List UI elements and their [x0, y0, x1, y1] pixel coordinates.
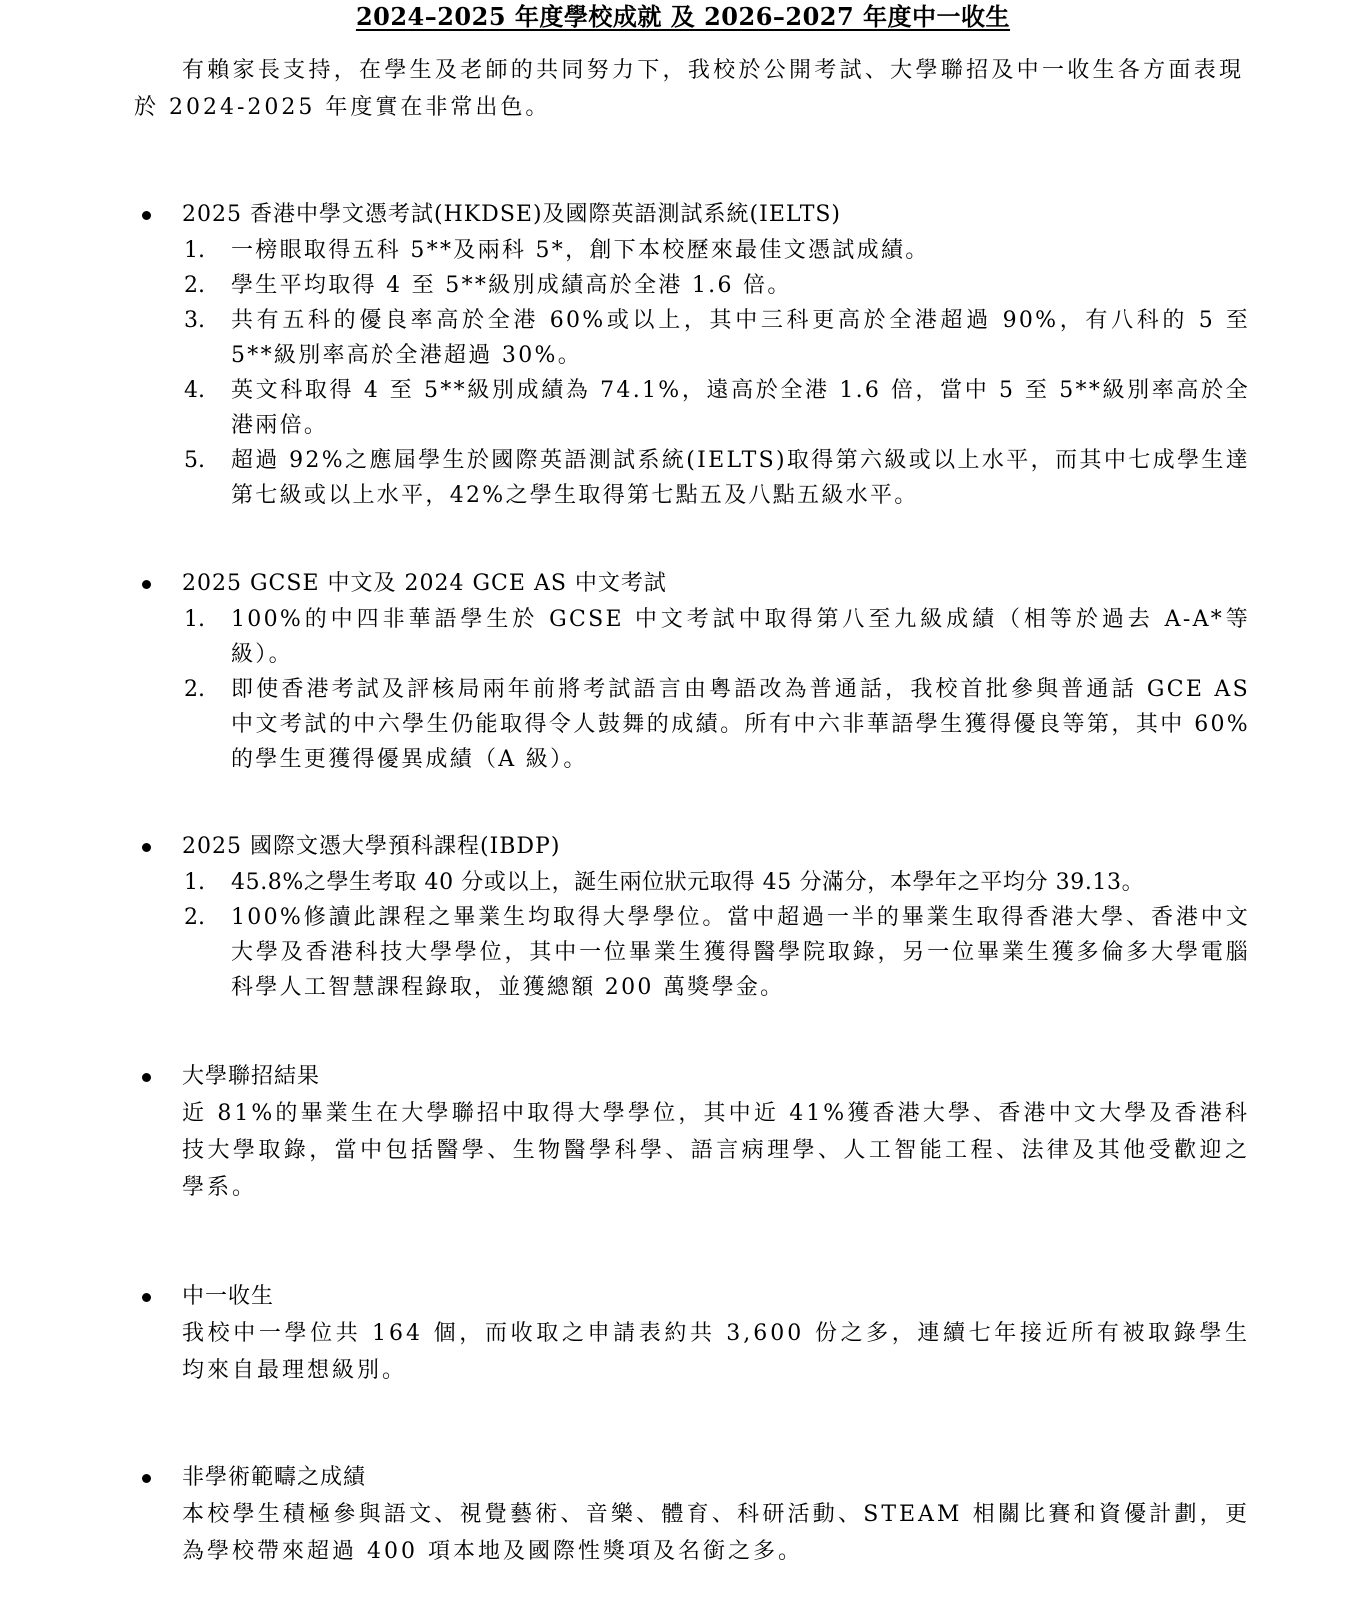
- section-heading-text: 中一收生: [182, 1284, 275, 1309]
- section-heading-text: 大學聯招結果: [182, 1064, 321, 1089]
- list-number: 1.: [184, 870, 205, 895]
- list-number: 3.: [184, 308, 205, 333]
- list-item: [140, 373, 1250, 443]
- page-title: 2024–2025 年度學校成就 及 2026–2027 年度中一收生: [355, 2, 1011, 31]
- section-heading: [140, 829, 1250, 865]
- section-paragraph: 本校學生積極參與語文、視覺藝術、音樂、體育、科研活動、STEAM 相關比賽和資優計劃，更為學校帶來超過 400 項本地及國際性獎項及名銜之多。: [182, 1502, 1250, 1564]
- section-paragraph: 我校中一學位共 164 個，而收取之申請表約共 3,600 份之多，連續七年接近所有被取錄學生均來自最理想級別。: [182, 1321, 1250, 1383]
- list-item-text: 100%的中四非華語學生於 GCSE 中文考試中取得第八至九級成績（相等於過去 A-A*等級）。: [231, 607, 1250, 667]
- list-item: [140, 865, 1250, 900]
- list-item: [140, 443, 1250, 513]
- intro-paragraph: 有賴家長支持，在學生及老師的共同努力下，我校於公開考試、大學聯招及中一收生各方面表現於 2024-2025 年度實在非常出色。: [134, 58, 1244, 120]
- list-number: 1.: [184, 607, 205, 632]
- bullet-icon: [142, 843, 151, 852]
- section-jupas: [140, 1059, 1250, 1206]
- list-number: 2.: [184, 677, 205, 702]
- bullet-icon: [142, 1293, 151, 1302]
- list-item-text: 45.8%之學生考取 40 分或以上，誕生兩位狀元取得 45 分滿分，本學年之平均分 39.13。: [231, 870, 1145, 895]
- bullet-icon: [142, 211, 151, 220]
- list-item: [140, 233, 1250, 268]
- section-heading: [140, 197, 1250, 233]
- list-item: [140, 268, 1250, 303]
- section-non-academic: [140, 1460, 1250, 1570]
- achievement-list: [140, 233, 1250, 513]
- list-item-text: 即使香港考試及評核局兩年前將考試語言由粵語改為普通話，我校首批參與普通話 GCE AS 中文考試的中六學生仍能取得令人鼓舞的成績。所有中六非華語學生獲得優良等第，其中 60%的學生更獲得優異成績（A 級）。: [231, 677, 1250, 772]
- list-number: 2.: [184, 905, 205, 930]
- achievement-list: [140, 602, 1250, 777]
- section-heading: [140, 566, 1250, 602]
- section-heading-text: 2025 GCSE 中文及 2024 GCE AS 中文考試: [182, 571, 667, 596]
- section-heading-text: 2025 國際文憑大學預科課程(IBDP): [182, 834, 561, 859]
- section-heading-text: 非學術範疇之成績: [182, 1465, 367, 1490]
- bullet-icon: [142, 1474, 151, 1483]
- list-item-text: 超過 92%之應屆學生於國際英語測試系統(IELTS)取得第六級或以上水平，而其中七成學生達第七級或以上水平，42%之學生取得第七點五及八點五級水平。: [231, 448, 1250, 508]
- list-item-text: 100%修讀此課程之畢業生均取得大學學位。當中超過一半的畢業生取得香港大學、香港中文大學及香港科技大學學位，其中一位畢業生獲得醫學院取錄，另一位畢業生獲多倫多大學電腦科學人工智慧課程錄取，並獲總額 200 萬獎學金。: [231, 905, 1250, 1000]
- list-item: [140, 602, 1250, 672]
- list-number: 5.: [184, 448, 205, 473]
- section-heading: [140, 1059, 1250, 1095]
- achievement-list: [140, 865, 1250, 1005]
- list-item-text: 共有五科的優良率高於全港 60%或以上，其中三科更高於全港超過 90%，有八科的 5 至 5**級別率高於全港超過 30%。: [231, 308, 1250, 368]
- list-number: 2.: [184, 273, 205, 298]
- list-item-text: 一榜眼取得五科 5**及兩科 5*，創下本校歷來最佳文憑試成績。: [231, 238, 930, 263]
- list-item: [140, 303, 1250, 373]
- section-heading-text: 2025 香港中學文憑考試(HKDSE)及國際英語測試系統(IELTS): [182, 202, 842, 227]
- section-s1-admission: [140, 1279, 1250, 1389]
- bullet-icon: [142, 580, 151, 589]
- list-number: 1.: [184, 238, 205, 263]
- section-heading: [140, 1460, 1250, 1496]
- section-paragraph: 近 81%的畢業生在大學聯招中取得大學學位，其中近 41%獲香港大學、香港中文大學及香港科技大學取錄，當中包括醫學、生物醫學科學、語言病理學、人工智能工程、法律及其他受歡迎之學系。: [182, 1101, 1250, 1200]
- list-number: 4.: [184, 378, 205, 403]
- section-hkdse: [140, 197, 1250, 513]
- section-gcse: [140, 566, 1250, 777]
- list-item: [140, 672, 1250, 777]
- bullet-icon: [142, 1073, 151, 1082]
- list-item-text: 英文科取得 4 至 5**級別成績為 74.1%，遠高於全港 1.6 倍，當中 5 至 5**級別率高於全港兩倍。: [231, 378, 1250, 438]
- list-item-text: 學生平均取得 4 至 5**級別成績高於全港 1.6 倍。: [231, 273, 792, 298]
- section-heading: [140, 1279, 1250, 1315]
- section-ibdp: [140, 829, 1250, 1005]
- list-item: [140, 900, 1250, 1005]
